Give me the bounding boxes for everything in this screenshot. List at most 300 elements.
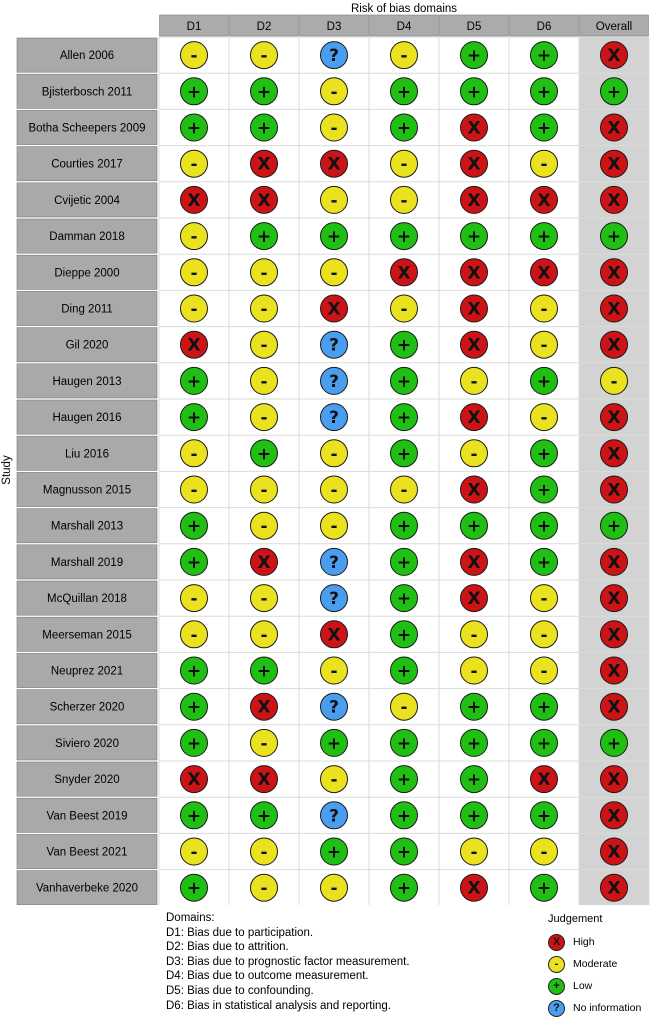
high-symbol: X — [607, 625, 621, 646]
legend-label-no-information: No information — [573, 1002, 642, 1014]
cell-siviero-2020-overall — [601, 729, 628, 756]
moderate-symbol: - — [190, 589, 198, 610]
cell-ding-2011-d2 — [251, 295, 278, 322]
cell-botha-scheepers-2009-d2 — [251, 114, 278, 141]
moderate-symbol: - — [330, 480, 338, 501]
high-symbol: X — [607, 697, 621, 718]
moderate-symbol: - — [470, 842, 478, 863]
cell-marshall-2019-d5 — [461, 548, 488, 575]
cell-damman-2018-d4 — [391, 223, 418, 250]
cell-liu-2016-d1 — [181, 440, 208, 467]
low-symbol: + — [466, 806, 482, 827]
cell-bjisterbosch-2011-d3 — [321, 78, 348, 105]
legend-label-low: Low — [573, 980, 593, 992]
low-symbol: + — [606, 516, 622, 537]
moderate-symbol: - — [330, 661, 338, 682]
moderate-symbol: - — [470, 625, 478, 646]
cell-courties-2017-d6 — [531, 150, 558, 177]
domain-d4: D4: Bias due to outcome measurement. — [166, 970, 369, 983]
moderate-symbol: - — [540, 661, 548, 682]
low-symbol: + — [466, 516, 482, 537]
cell-haugen-2016-d5 — [461, 404, 488, 431]
legend-label-moderate: Moderate — [573, 958, 618, 970]
cell-snyder-2020-d1 — [181, 766, 208, 793]
cell-neuprez-2021-d3 — [321, 657, 348, 684]
moderate-symbol: - — [260, 625, 268, 646]
moderate-symbol: - — [400, 299, 408, 320]
high-icon: X — [548, 934, 565, 951]
no-information-symbol: ? — [329, 408, 339, 429]
moderate-symbol: - — [260, 335, 268, 356]
moderate-symbol: - — [330, 118, 338, 139]
low-symbol: + — [536, 82, 552, 103]
low-symbol: + — [396, 733, 412, 754]
study-label-damman-2018: Damman 2018 — [49, 231, 125, 244]
low-symbol: + — [466, 46, 482, 67]
cell-dieppe-2000-d4 — [391, 259, 418, 286]
low-symbol: + — [256, 82, 272, 103]
moderate-symbol: - — [260, 589, 268, 610]
cell-siviero-2020-d6 — [531, 729, 558, 756]
cell-marshall-2013-d3 — [321, 512, 348, 539]
cell-ding-2011-d3 — [321, 295, 348, 322]
low-symbol: + — [186, 552, 202, 573]
low-symbol: + — [536, 480, 552, 501]
cell-bjisterbosch-2011-d2 — [251, 78, 278, 105]
study-label-haugen-2013: Haugen 2013 — [52, 375, 122, 388]
moderate-symbol: - — [540, 625, 548, 646]
column-header-d3: D3 — [326, 21, 342, 33]
cell-van-beest-2021-d3 — [321, 838, 348, 865]
high-symbol: X — [467, 335, 481, 356]
cell-marshall-2013-d6 — [531, 512, 558, 539]
low-symbol: + — [396, 661, 412, 682]
cell-vanhaverbeke-2020-d1 — [181, 874, 208, 901]
low-symbol: + — [396, 516, 412, 537]
cell-marshall-2019-d6 — [531, 548, 558, 575]
legend-title: Judgement — [548, 913, 603, 925]
cell-neuprez-2021-d1 — [181, 657, 208, 684]
cell-van-beest-2021-overall — [601, 838, 628, 865]
cell-dieppe-2000-overall — [601, 259, 628, 286]
low-symbol: + — [536, 46, 552, 67]
cell-allen-2006-d5 — [461, 42, 488, 69]
low-symbol: + — [536, 516, 552, 537]
cell-magnusson-2015-d2 — [251, 476, 278, 503]
high-symbol: X — [187, 335, 201, 356]
moderate-symbol: - — [330, 878, 338, 899]
cell-haugen-2016-d1 — [181, 404, 208, 431]
high-symbol: X — [607, 444, 621, 465]
cell-magnusson-2015-d6 — [531, 476, 558, 503]
moderate-symbol: - — [260, 299, 268, 320]
cell-dieppe-2000-d6 — [531, 259, 558, 286]
no-information-symbol: ? — [329, 697, 339, 718]
low-symbol: + — [396, 806, 412, 827]
cell-marshall-2013-d4 — [391, 512, 418, 539]
cell-courties-2017-d2 — [251, 150, 278, 177]
high-symbol: X — [257, 697, 271, 718]
cell-dieppe-2000-d2 — [251, 259, 278, 286]
cell-snyder-2020-d4 — [391, 766, 418, 793]
low-symbol: + — [326, 733, 342, 754]
study-label-liu-2016: Liu 2016 — [64, 448, 110, 461]
moderate-symbol: - — [400, 480, 408, 501]
moderate-symbol: - — [190, 480, 198, 501]
cell-marshall-2013-d2 — [251, 512, 278, 539]
high-symbol: X — [467, 480, 481, 501]
high-symbol: X — [257, 190, 271, 211]
cell-neuprez-2021-d6 — [531, 657, 558, 684]
moderate-symbol: - — [400, 154, 408, 175]
y-axis-label: Study — [1, 455, 13, 485]
cell-snyder-2020-d5 — [461, 766, 488, 793]
moderate-symbol: - — [540, 299, 548, 320]
cell-dieppe-2000-d5 — [461, 259, 488, 286]
cell-mcquillan-2018-d1 — [181, 585, 208, 612]
high-symbol: X — [607, 770, 621, 791]
cell-bjisterbosch-2011-d5 — [461, 78, 488, 105]
cell-cvijetic-2004-d3 — [321, 186, 348, 213]
cell-mcquillan-2018-d3 — [321, 585, 348, 612]
cell-marshall-2013-overall — [601, 512, 628, 539]
high-symbol: X — [537, 190, 551, 211]
high-symbol: X — [467, 589, 481, 610]
high-symbol: X — [607, 878, 621, 899]
cell-gil-2020-d5 — [461, 331, 488, 358]
cell-haugen-2016-d6 — [531, 404, 558, 431]
high-symbol: X — [327, 299, 341, 320]
cell-meerseman-2015-d5 — [461, 621, 488, 648]
low-symbol: + — [466, 697, 482, 718]
no-information-symbol: ? — [329, 806, 339, 827]
cell-courties-2017-d3 — [321, 150, 348, 177]
high-symbol: X — [257, 552, 271, 573]
high-symbol: X — [607, 589, 621, 610]
study-label-courties-2017: Courties 2017 — [51, 158, 123, 171]
study-label-neuprez-2021: Neuprez 2021 — [50, 665, 124, 678]
cell-marshall-2019-d3 — [321, 548, 348, 575]
domain-d2: D2: Bias due to attrition. — [166, 941, 289, 954]
moderate-symbol: - — [260, 516, 268, 537]
column-header-overall: Overall — [595, 21, 633, 33]
low-symbol: + — [396, 444, 412, 465]
cell-scherzer-2020-d5 — [461, 693, 488, 720]
cell-ding-2011-d6 — [531, 295, 558, 322]
moderate-symbol: - — [260, 46, 268, 67]
cell-snyder-2020-d3 — [321, 766, 348, 793]
cell-botha-scheepers-2009-d6 — [531, 114, 558, 141]
cell-allen-2006-d1 — [181, 42, 208, 69]
high-symbol: X — [257, 770, 271, 791]
low-symbol: + — [396, 770, 412, 791]
cell-haugen-2016-overall — [601, 404, 628, 431]
low-symbol: + — [536, 118, 552, 139]
cell-neuprez-2021-overall — [601, 657, 628, 684]
high-symbol: X — [607, 408, 621, 429]
cell-meerseman-2015-d2 — [251, 621, 278, 648]
low-symbol: + — [536, 878, 552, 899]
moderate-symbol: - — [540, 154, 548, 175]
study-label-allen-2006: Allen 2006 — [59, 50, 115, 63]
cell-vanhaverbeke-2020-d4 — [391, 874, 418, 901]
moderate-symbol: - — [260, 878, 268, 899]
cell-liu-2016-d6 — [531, 440, 558, 467]
moderate-symbol: - — [400, 697, 408, 718]
high-symbol: X — [257, 154, 271, 175]
cell-botha-scheepers-2009-d1 — [181, 114, 208, 141]
cell-meerseman-2015-d4 — [391, 621, 418, 648]
low-symbol: + — [396, 335, 412, 356]
cell-haugen-2013-d3 — [321, 367, 348, 394]
cell-meerseman-2015-d3 — [321, 621, 348, 648]
domain-d3: D3: Bias due to prognostic factor measurement. — [166, 955, 410, 968]
legend-item-no-information — [548, 999, 641, 1017]
cell-dieppe-2000-d1 — [181, 259, 208, 286]
high-symbol: X — [467, 263, 481, 284]
moderate-symbol: - — [330, 516, 338, 537]
cell-botha-scheepers-2009-d3 — [321, 114, 348, 141]
cell-allen-2006-d3 — [321, 42, 348, 69]
low-symbol: + — [396, 227, 412, 248]
cell-bjisterbosch-2011-overall — [601, 78, 628, 105]
study-label-snyder-2020: Snyder 2020 — [54, 774, 120, 787]
domains-title: Domains: — [166, 912, 215, 924]
cell-siviero-2020-d3 — [321, 729, 348, 756]
cell-van-beest-2021-d5 — [461, 838, 488, 865]
cell-scherzer-2020-d4 — [391, 693, 418, 720]
study-label-mcquillan-2018: McQuillan 2018 — [47, 593, 127, 606]
high-symbol: X — [607, 263, 621, 284]
domain-d6: D6: Bias in statistical analysis and reporting. — [166, 999, 391, 1012]
cell-bjisterbosch-2011-d1 — [181, 78, 208, 105]
cell-ding-2011-overall — [601, 295, 628, 322]
moderate-symbol: - — [190, 444, 198, 465]
high-symbol: X — [467, 190, 481, 211]
cell-scherzer-2020-d1 — [181, 693, 208, 720]
low-symbol: + — [256, 444, 272, 465]
cell-liu-2016-d2 — [251, 440, 278, 467]
cell-ding-2011-d4 — [391, 295, 418, 322]
study-label-cvijetic-2004: Cvijetic 2004 — [54, 194, 120, 207]
cell-damman-2018-d2 — [251, 223, 278, 250]
study-label-dieppe-2000: Dieppe 2000 — [54, 267, 120, 280]
high-symbol: X — [327, 625, 341, 646]
cell-cvijetic-2004-d2 — [251, 186, 278, 213]
cell-haugen-2013-d4 — [391, 367, 418, 394]
study-label-botha-scheepers-2009: Botha Scheepers 2009 — [28, 122, 146, 135]
study-label-ding-2011: Ding 2011 — [61, 303, 113, 316]
low-symbol: + — [326, 842, 342, 863]
low-symbol: + — [396, 842, 412, 863]
cell-cvijetic-2004-d5 — [461, 186, 488, 213]
domain-d5: D5: Bias due to confounding. — [166, 984, 314, 997]
no-information-symbol: ? — [329, 589, 339, 610]
cell-haugen-2013-d6 — [531, 367, 558, 394]
high-symbol: X — [327, 154, 341, 175]
cell-marshall-2019-d1 — [181, 548, 208, 575]
cell-vanhaverbeke-2020-d2 — [251, 874, 278, 901]
high-symbol: X — [467, 878, 481, 899]
cell-magnusson-2015-overall — [601, 476, 628, 503]
low-symbol: + — [606, 733, 622, 754]
cell-scherzer-2020-overall — [601, 693, 628, 720]
moderate-symbol: - — [190, 299, 198, 320]
cell-marshall-2019-d2 — [251, 548, 278, 575]
cell-marshall-2013-d1 — [181, 512, 208, 539]
low-symbol: + — [606, 227, 622, 248]
cell-cvijetic-2004-d6 — [531, 186, 558, 213]
cell-mcquillan-2018-d4 — [391, 585, 418, 612]
low-symbol: + — [466, 770, 482, 791]
cell-courties-2017-d4 — [391, 150, 418, 177]
cell-marshall-2019-d4 — [391, 548, 418, 575]
moderate-symbol: - — [190, 46, 198, 67]
cell-vanhaverbeke-2020-d5 — [461, 874, 488, 901]
cell-van-beest-2021-d6 — [531, 838, 558, 865]
high-symbol: X — [607, 806, 621, 827]
study-label-scherzer-2020: Scherzer 2020 — [49, 701, 125, 714]
cell-gil-2020-d1 — [181, 331, 208, 358]
study-label-van-beest-2019: Van Beest 2019 — [46, 810, 128, 823]
cell-vanhaverbeke-2020-d3 — [321, 874, 348, 901]
moderate-symbol: - — [470, 444, 478, 465]
low-symbol: + — [396, 408, 412, 429]
high-symbol: X — [467, 408, 481, 429]
moderate-symbol: - — [540, 842, 548, 863]
moderate-symbol: - — [400, 46, 408, 67]
cell-ding-2011-d1 — [181, 295, 208, 322]
study-label-magnusson-2015: Magnusson 2015 — [42, 484, 132, 497]
no-information-symbol: ? — [329, 371, 339, 392]
cell-neuprez-2021-d2 — [251, 657, 278, 684]
cell-haugen-2016-d3 — [321, 404, 348, 431]
cell-allen-2006-overall — [601, 42, 628, 69]
cell-courties-2017-overall — [601, 150, 628, 177]
column-header-d2: D2 — [256, 21, 272, 33]
low-symbol: + — [396, 552, 412, 573]
column-header-d1: D1 — [186, 21, 202, 33]
cell-siviero-2020-d2 — [251, 729, 278, 756]
cell-haugen-2016-d2 — [251, 404, 278, 431]
cell-bjisterbosch-2011-d6 — [531, 78, 558, 105]
cell-ding-2011-d5 — [461, 295, 488, 322]
moderate-symbol: - — [190, 154, 198, 175]
moderate-symbol: - — [260, 733, 268, 754]
moderate-symbol: - — [260, 408, 268, 429]
cell-allen-2006-d2 — [251, 42, 278, 69]
domains-list — [166, 911, 410, 1013]
legend-area — [0, 905, 650, 1017]
legend-label-high: High — [573, 936, 595, 948]
low-symbol: + — [606, 82, 622, 103]
no-information-icon: ? — [548, 1000, 565, 1017]
high-symbol: X — [607, 190, 621, 211]
high-symbol: X — [467, 118, 481, 139]
moderate-symbol: - — [260, 263, 268, 284]
moderate-symbol: - — [330, 770, 338, 791]
cell-van-beest-2019-d4 — [391, 802, 418, 829]
chart-title: Risk of bias domains — [350, 3, 458, 15]
cell-vanhaverbeke-2020-overall — [601, 874, 628, 901]
low-symbol: + — [536, 371, 552, 392]
cell-meerseman-2015-d1 — [181, 621, 208, 648]
moderate-symbol: - — [610, 371, 618, 392]
low-symbol: + — [186, 82, 202, 103]
high-symbol: X — [537, 263, 551, 284]
cell-liu-2016-d4 — [391, 440, 418, 467]
cell-mcquillan-2018-d2 — [251, 585, 278, 612]
cell-damman-2018-d1 — [181, 223, 208, 250]
column-header-d5: D5 — [466, 21, 482, 33]
cell-botha-scheepers-2009-d4 — [391, 114, 418, 141]
cell-cvijetic-2004-overall — [601, 186, 628, 213]
high-symbol: X — [607, 118, 621, 139]
low-icon: + — [548, 978, 565, 995]
low-symbol: + — [256, 227, 272, 248]
cell-haugen-2013-d2 — [251, 367, 278, 394]
low-symbol: + — [326, 227, 342, 248]
cell-van-beest-2021-d1 — [181, 838, 208, 865]
cell-vanhaverbeke-2020-d6 — [531, 874, 558, 901]
cell-courties-2017-d1 — [181, 150, 208, 177]
moderate-symbol: - — [400, 190, 408, 211]
cell-liu-2016-d3 — [321, 440, 348, 467]
low-symbol: + — [186, 516, 202, 537]
low-symbol: + — [536, 227, 552, 248]
cell-snyder-2020-overall — [601, 766, 628, 793]
low-symbol: + — [396, 371, 412, 392]
low-symbol: + — [186, 733, 202, 754]
no-information-symbol: ? — [329, 46, 339, 67]
high-symbol: X — [397, 263, 411, 284]
cell-magnusson-2015-d4 — [391, 476, 418, 503]
cell-siviero-2020-d4 — [391, 729, 418, 756]
study-label-siviero-2020: Siviero 2020 — [55, 737, 119, 750]
low-symbol: + — [186, 697, 202, 718]
cell-haugen-2013-overall — [601, 367, 628, 394]
cell-mcquillan-2018-d5 — [461, 585, 488, 612]
high-symbol: X — [467, 552, 481, 573]
cell-gil-2020-d2 — [251, 331, 278, 358]
cell-scherzer-2020-d2 — [251, 693, 278, 720]
study-label-marshall-2019: Marshall 2019 — [50, 556, 124, 569]
high-symbol: X — [537, 770, 551, 791]
low-symbol: + — [186, 371, 202, 392]
cell-neuprez-2021-d4 — [391, 657, 418, 684]
column-header-d4: D4 — [396, 21, 412, 33]
column-header-d6: D6 — [536, 21, 552, 33]
domain-d1: D1: Bias due to participation. — [166, 926, 314, 939]
cell-van-beest-2019-d3 — [321, 802, 348, 829]
moderate-icon: - — [548, 956, 565, 973]
legend-item-high — [548, 933, 595, 951]
cell-bjisterbosch-2011-d4 — [391, 78, 418, 105]
cell-meerseman-2015-overall — [601, 621, 628, 648]
cell-magnusson-2015-d5 — [461, 476, 488, 503]
high-symbol: X — [607, 480, 621, 501]
low-symbol: + — [466, 733, 482, 754]
moderate-symbol: - — [190, 842, 198, 863]
cell-haugen-2013-d1 — [181, 367, 208, 394]
cell-botha-scheepers-2009-overall — [601, 114, 628, 141]
high-symbol: X — [187, 190, 201, 211]
low-symbol: + — [466, 82, 482, 103]
cell-siviero-2020-d5 — [461, 729, 488, 756]
cell-marshall-2019-overall — [601, 548, 628, 575]
low-symbol: + — [536, 697, 552, 718]
low-symbol: + — [536, 806, 552, 827]
